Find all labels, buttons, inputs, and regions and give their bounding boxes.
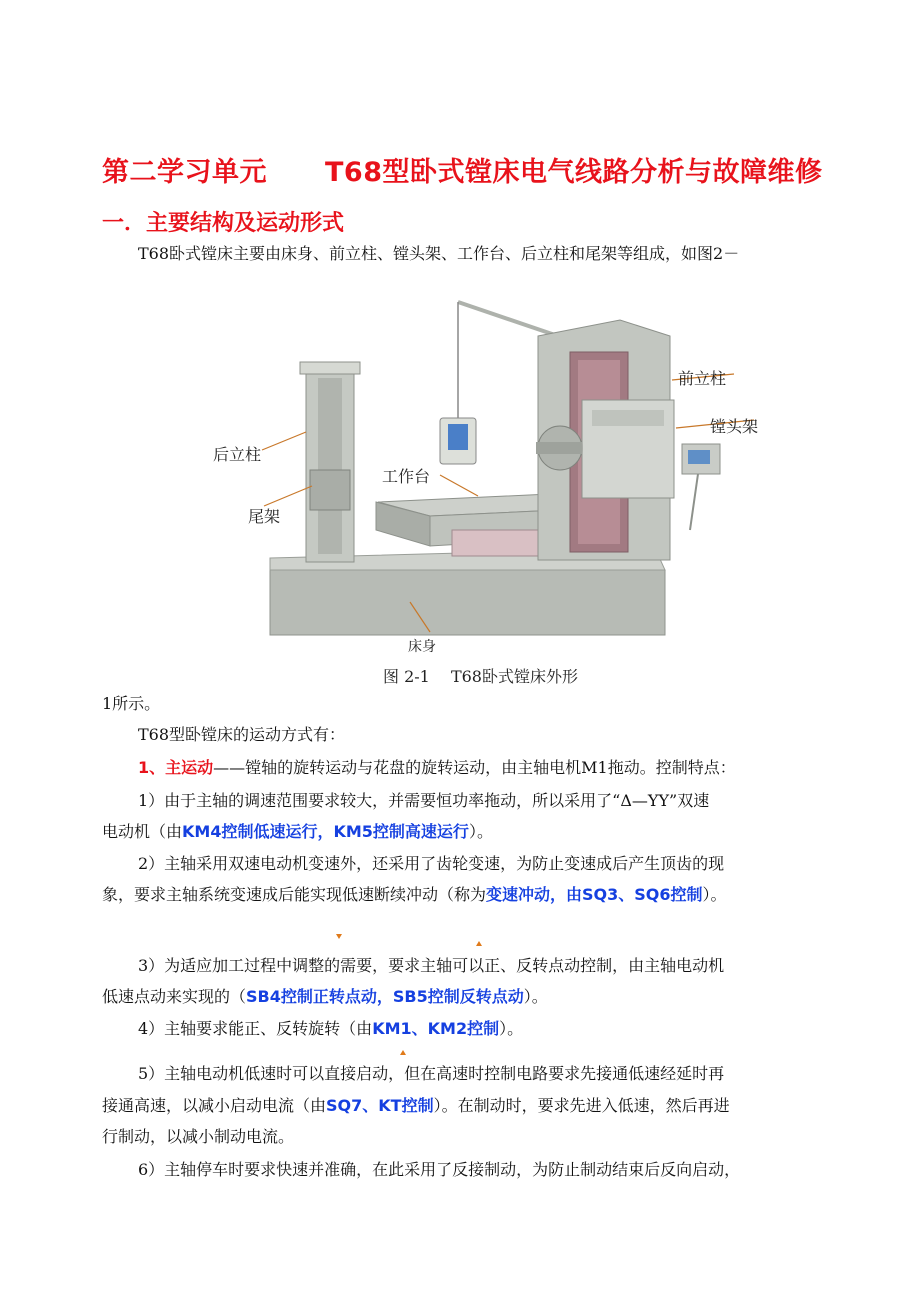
item5-continue: ）。在制动时，要求先进入低速，然后再进 <box>433 1096 730 1115</box>
item2-line2 <box>102 885 727 905</box>
item1-line2 <box>102 822 493 842</box>
item6-line1: 6）主轴停车时要求快速并准确，在此采用了反接制动，为防止制动结束后反向启动， <box>138 1160 741 1179</box>
intro-paragraph: T68卧式镗床主要由床身、前立柱、镗头架、工作台、后立柱和尾架等组成，如图2－ <box>138 244 740 263</box>
annotation-marker <box>476 941 482 946</box>
label-bed: 床身 <box>408 639 436 655</box>
item1-highlight: KM4控制低速运行，KM5控制高速运行 <box>182 822 469 841</box>
label-tailstock: 尾架 <box>248 507 281 526</box>
item3-highlight: SB4控制正转点动，SB5控制反转点动 <box>246 987 524 1006</box>
label-worktable: 工作台 <box>382 467 431 486</box>
item5-line1: 5）主轴电动机低速时可以直接启动，但在高速时控制电路要求先接通低速经延时再 <box>138 1064 725 1083</box>
section-heading: 一．主要结构及运动形式 <box>102 211 345 236</box>
intro-continuation: 1所示。 <box>102 694 161 713</box>
item2-close: ）。 <box>702 885 727 904</box>
boring-machine-illustration <box>200 290 780 660</box>
topic-label: T68型卧式镗床电气线路分析与故障维修 <box>325 157 823 188</box>
item1-text: 电动机（由 <box>102 822 183 841</box>
item1-close: ）。 <box>468 822 493 841</box>
main-motion-label: 1、主运动 <box>138 758 214 777</box>
item5-line2 <box>102 1096 730 1116</box>
item4-text: 4）主轴要求能正、反转旋转（由 <box>138 1019 373 1038</box>
unit-label: 第二学习单元 <box>102 157 267 188</box>
item2-text: 象，要求主轴系统变速成后能实现低速断续冲动（称为 <box>102 885 487 904</box>
item3-line2 <box>102 987 548 1007</box>
item3-text: 低速点动来实现的（ <box>102 987 247 1006</box>
item1-line1: 1）由于主轴的调速范围要求较大，并需要恒功率拖动，所以采用了“Δ—YY”双速 <box>138 791 710 810</box>
item5-text: 接通高速，以减小启动电流（由 <box>102 1096 327 1115</box>
item2-line1: 2）主轴采用双速电动机变速外，还采用了齿轮变速，为防止变速成后产生顶齿的现 <box>138 854 725 873</box>
item4-highlight: KM1、KM2控制 <box>372 1019 500 1038</box>
annotation-marker <box>336 934 342 939</box>
figure-caption: 图 2-1 T68卧式镗床外形 <box>383 667 578 686</box>
label-front-column: 前立柱 <box>678 369 727 388</box>
item3-close: ）。 <box>523 987 548 1006</box>
machine-figure <box>200 290 780 660</box>
main-motion-text: ——镗轴的旋转运动与花盘的旋转运动，由主轴电机M1拖动。控制特点： <box>213 758 736 777</box>
item5-highlight: SQ7、KT控制 <box>326 1096 434 1115</box>
annotation-marker <box>400 1050 406 1055</box>
main-motion-line <box>138 758 736 778</box>
item2-highlight: 变速冲动，由SQ3、SQ6控制 <box>486 885 703 904</box>
item4-close: ）。 <box>499 1019 524 1038</box>
label-boring-head: 镗头架 <box>710 417 759 436</box>
motion-intro: T68型卧镗床的运动方式有： <box>138 725 346 744</box>
page-title <box>102 150 823 189</box>
item3-line1: 3）为适应加工过程中调整的需要，要求主轴可以正、反转点动控制，由主轴电动机 <box>138 956 725 975</box>
item4-line <box>138 1019 523 1039</box>
label-rear-column: 后立柱 <box>213 445 262 464</box>
item5-line3: 行制动，以减小制动电流。 <box>102 1127 295 1146</box>
